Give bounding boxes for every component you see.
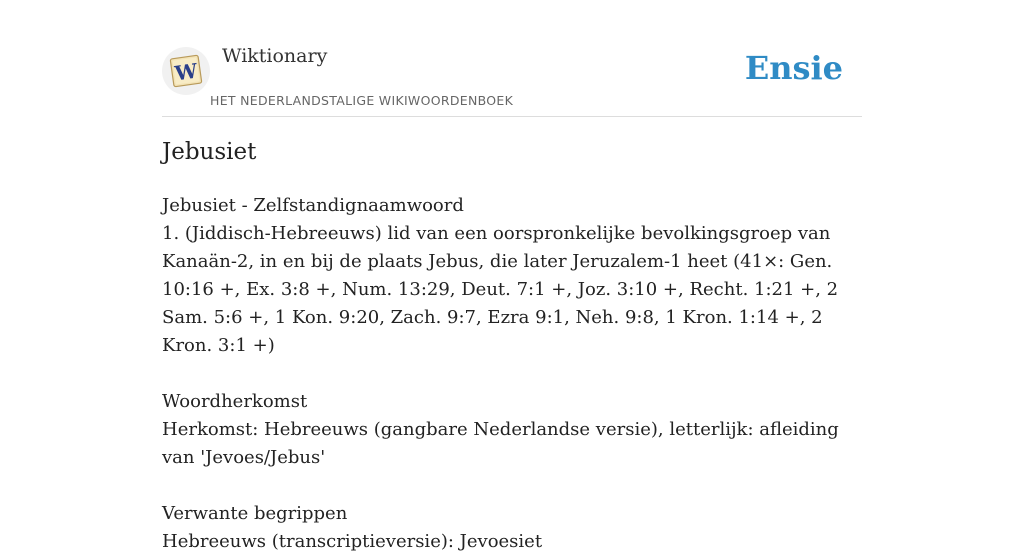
logo-letter: W [173,58,199,86]
related-text: Hebreeuws (transcriptieversie): Jevoesiet [162,531,543,552]
wiktionary-logo-icon[interactable] [162,47,210,95]
wiktionary-logo-graphic [162,47,210,95]
entry-definition: 1. (Jiddisch-Hebreeuws) lid van een oorspronkelijke bevolkingsgroep van Kanaän-2, in en bij de plaats Jebus, die later Jeruzalem-1 heet (41×: Gen. 10:16 +, Ex. 3:8 +, Num. 13:29, Deut. 7:1 +, Joz. 3:10 +, Recht. 1:21 +, 2 Sam. 5:6 +, 1 Kon. 9:20, Zach. 9:7, Ezra 9:1, Neh. 9:8, 1 Kron. 1:14 +, 2 Kron. 3:1 +) [162,223,839,356]
etymology-heading: Woordherkomst [162,391,308,412]
entry-card [162,0,862,552]
page-title: Jebusiet [162,139,257,165]
source-header [162,0,862,117]
paragraph-gap [162,360,862,388]
ensie-brand-link[interactable]: Ensie [744,49,843,87]
source-subtitle: HET NEDERLANDSTALIGE WIKIWOORDENBOEK [210,93,514,108]
entry-heading: Jebusiet - Zelfstandignaamwoord [162,195,464,216]
source-name[interactable]: Wiktionary [222,45,328,67]
entry-content [162,192,862,556]
related-heading: Verwante begrippen [162,503,348,524]
paragraph-gap [162,472,862,500]
etymology-text: Herkomst: Hebreeuws (gangbare Nederlandse versie), letterlijk: afleiding van 'Jevoes/Jebus' [162,419,839,468]
